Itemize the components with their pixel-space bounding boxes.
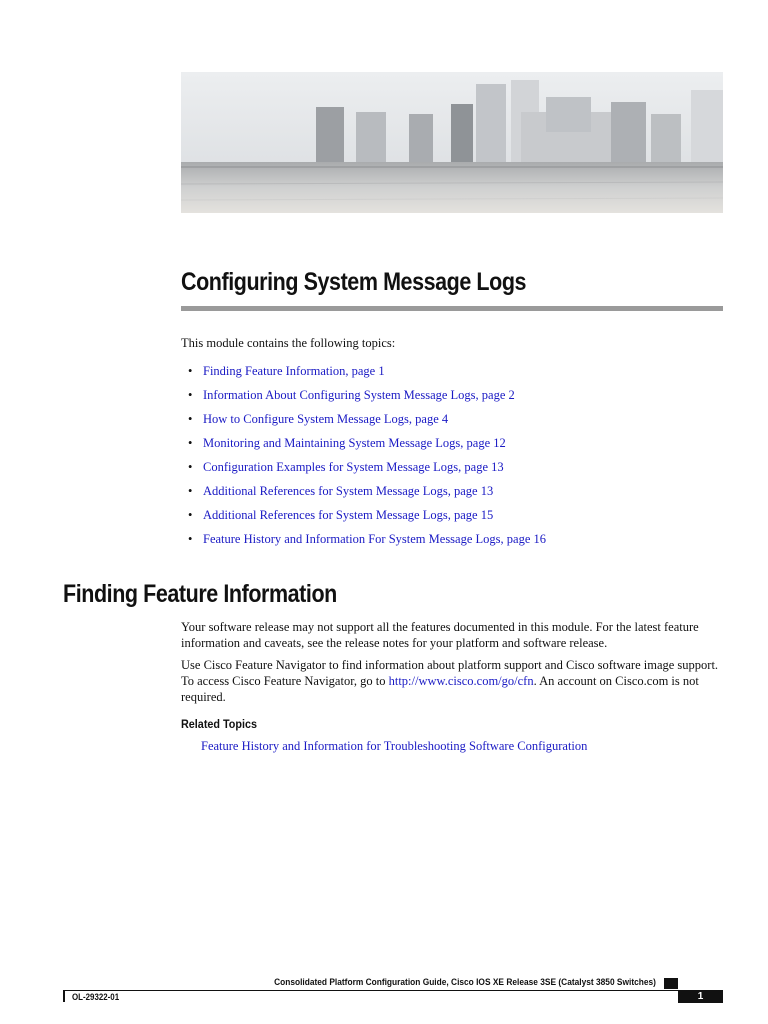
footer-doc-number: OL-29322-01 [72,992,120,1002]
city-skyline-banner-image [181,72,723,213]
topic-list-item [188,484,546,508]
topic-list-item [188,364,546,388]
topic-link[interactable]: Additional References for System Message Logs, page 13 [203,484,494,498]
topic-list-item [188,508,546,532]
title-rule [181,306,723,311]
bullet-icon: • [188,484,193,498]
topic-link[interactable]: Additional References for System Message Logs, page 15 [203,508,494,522]
bullet-icon: • [188,388,193,402]
topic-list-item [188,436,546,460]
topic-link[interactable]: Monitoring and Maintaining System Message Logs, page 12 [203,436,506,450]
footer-guide-title: Consolidated Platform Configuration Guide, Cisco IOS XE Release 3SE (Catalyst 3850 Switches) [274,977,656,988]
section-paragraph: Your software release may not support all the features documented in this module. For the latest feature information and caveats, see the release notes for your platform and software release. [181,620,699,650]
bullet-icon: • [188,508,193,522]
bullet-icon: • [188,364,193,378]
cisco-feature-navigator-link[interactable]: http://www.cisco.com/go/cfn [388,674,534,688]
topic-link[interactable]: Finding Feature Information, page 1 [203,364,385,378]
topic-link[interactable]: Configuration Examples for System Message Logs, page 13 [203,460,504,474]
topic-list-item [188,412,546,436]
bullet-icon: • [188,412,193,426]
page-title: Configuring System Message Logs [181,268,527,296]
related-topics-heading: Related Topics [181,717,258,731]
navigator-paragraph: Use Cisco Feature Navigator to find information about platform support and Cisco software image support. To access Cisco Feature Navigator, go to http://www.cisco.com/go/cfn. An account on Cisco.com is not required. [181,658,719,704]
topic-link[interactable]: How to Configure System Message Logs, page 4 [203,412,449,426]
topic-link[interactable]: Feature History and Information For System Message Logs, page 16 [203,532,547,546]
footer-marker [664,978,678,989]
topics-list [188,364,546,556]
page-number: 1 [678,990,723,1003]
section-heading: Finding Feature Information [63,580,337,608]
topic-link[interactable]: Information About Configuring System Message Logs, page 2 [203,388,515,402]
topic-list-item [188,532,546,556]
topic-list-item [188,388,546,412]
topic-list-item [188,460,546,484]
related-topic-link[interactable]: Feature History and Information for Troubleshooting Software Configuration [201,739,588,753]
intro-text: This module contains the following topics: [181,336,396,350]
bullet-icon: • [188,436,193,450]
footer-rule [63,990,723,991]
bullet-icon: • [188,460,193,474]
footer-tick [63,990,65,1002]
bullet-icon: • [188,532,193,546]
